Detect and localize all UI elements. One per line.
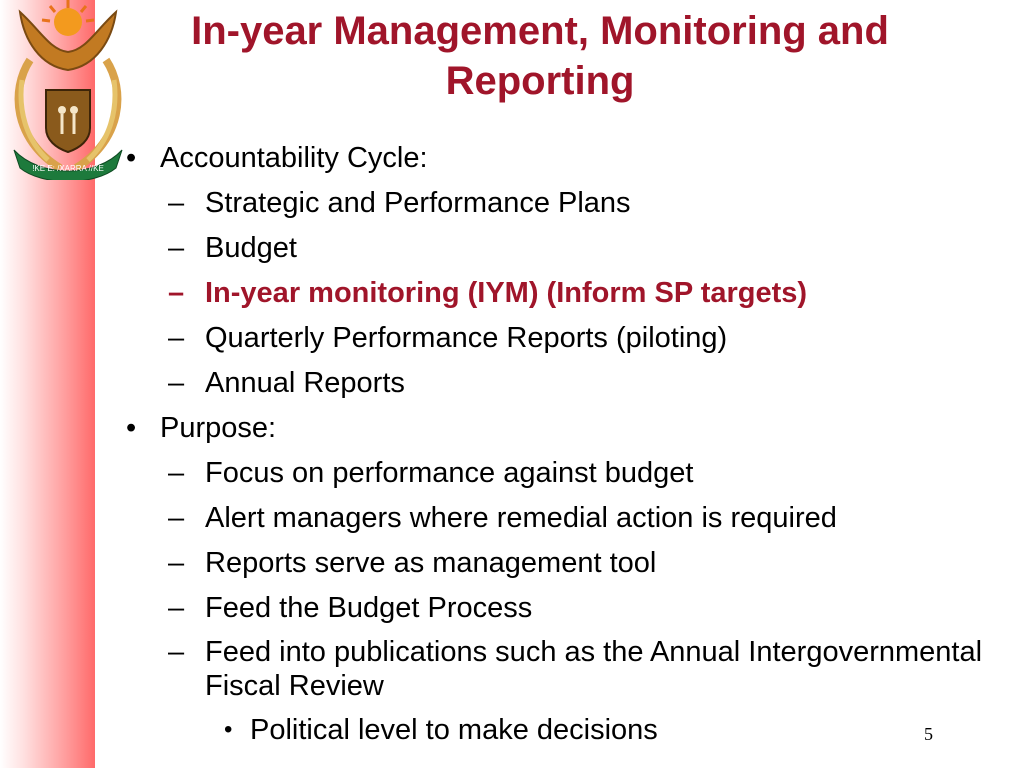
sub-bullet-text: Annual Reports (205, 367, 405, 399)
sub-bullet-text: Feed into publications such as the Annual Intergovernmental Fiscal Review (205, 636, 983, 702)
bullet-item (120, 410, 1000, 446)
sub-bullet-item (120, 545, 1000, 581)
sub-sub-bullet-text: Political level to make decisions (250, 714, 658, 746)
dash-marker: – (168, 187, 185, 219)
sun-rays-icon (42, 0, 94, 36)
sub-bullet-text: Strategic and Performance Plans (205, 187, 631, 219)
bullet-marker: • (126, 142, 137, 174)
bullet-list (120, 140, 1000, 757)
dash-marker: – (168, 457, 185, 489)
dash-marker: – (168, 502, 185, 534)
sub-bullet-item (120, 590, 1000, 626)
slide-title: In-year Management, Monitoring and Reporting (191, 9, 889, 103)
bullet-text: Accountability Cycle: (160, 142, 428, 174)
dash-marker: – (168, 277, 185, 309)
sub-bullet-text: Alert managers where remedial action is required (205, 502, 837, 534)
bullet-marker: • (126, 412, 137, 444)
dash-marker: – (168, 367, 185, 399)
motto-text: !KE E: /XARRA //KE (32, 164, 104, 173)
dash-marker: – (168, 636, 185, 668)
dash-marker: – (168, 592, 185, 624)
sub-bullet-text: Feed the Budget Process (205, 592, 533, 624)
sub-bullet-item (120, 230, 1000, 266)
sub-bullet-item (120, 635, 1000, 703)
sub-bullet-text: Budget (205, 232, 297, 264)
sub-bullet-text: Focus on performance against budget (205, 457, 694, 489)
sub-bullet-item (120, 365, 1000, 401)
dash-marker: – (168, 322, 185, 354)
dash-marker: – (168, 547, 185, 579)
bullet-marker: • (224, 716, 233, 743)
sub-bullet-item (120, 185, 1000, 221)
sub-bullet-text: In-year monitoring (IYM) (Inform SP targets) (205, 277, 808, 309)
page-number: 5 (924, 724, 933, 744)
sub-bullet-text: Reports serve as management tool (205, 547, 657, 579)
sub-sub-bullet-item (120, 712, 1000, 748)
bullet-item (120, 140, 1000, 176)
sub-bullet-item (120, 320, 1000, 356)
dash-marker: – (168, 232, 185, 264)
sub-bullet-item (120, 500, 1000, 536)
coat-of-arms-logo (0, 0, 140, 180)
sub-bullet-item-highlighted (120, 275, 1000, 311)
sub-bullet-item (120, 455, 1000, 491)
bullet-text: Purpose: (160, 412, 277, 444)
sub-bullet-text: Quarterly Performance Reports (piloting) (205, 322, 728, 354)
